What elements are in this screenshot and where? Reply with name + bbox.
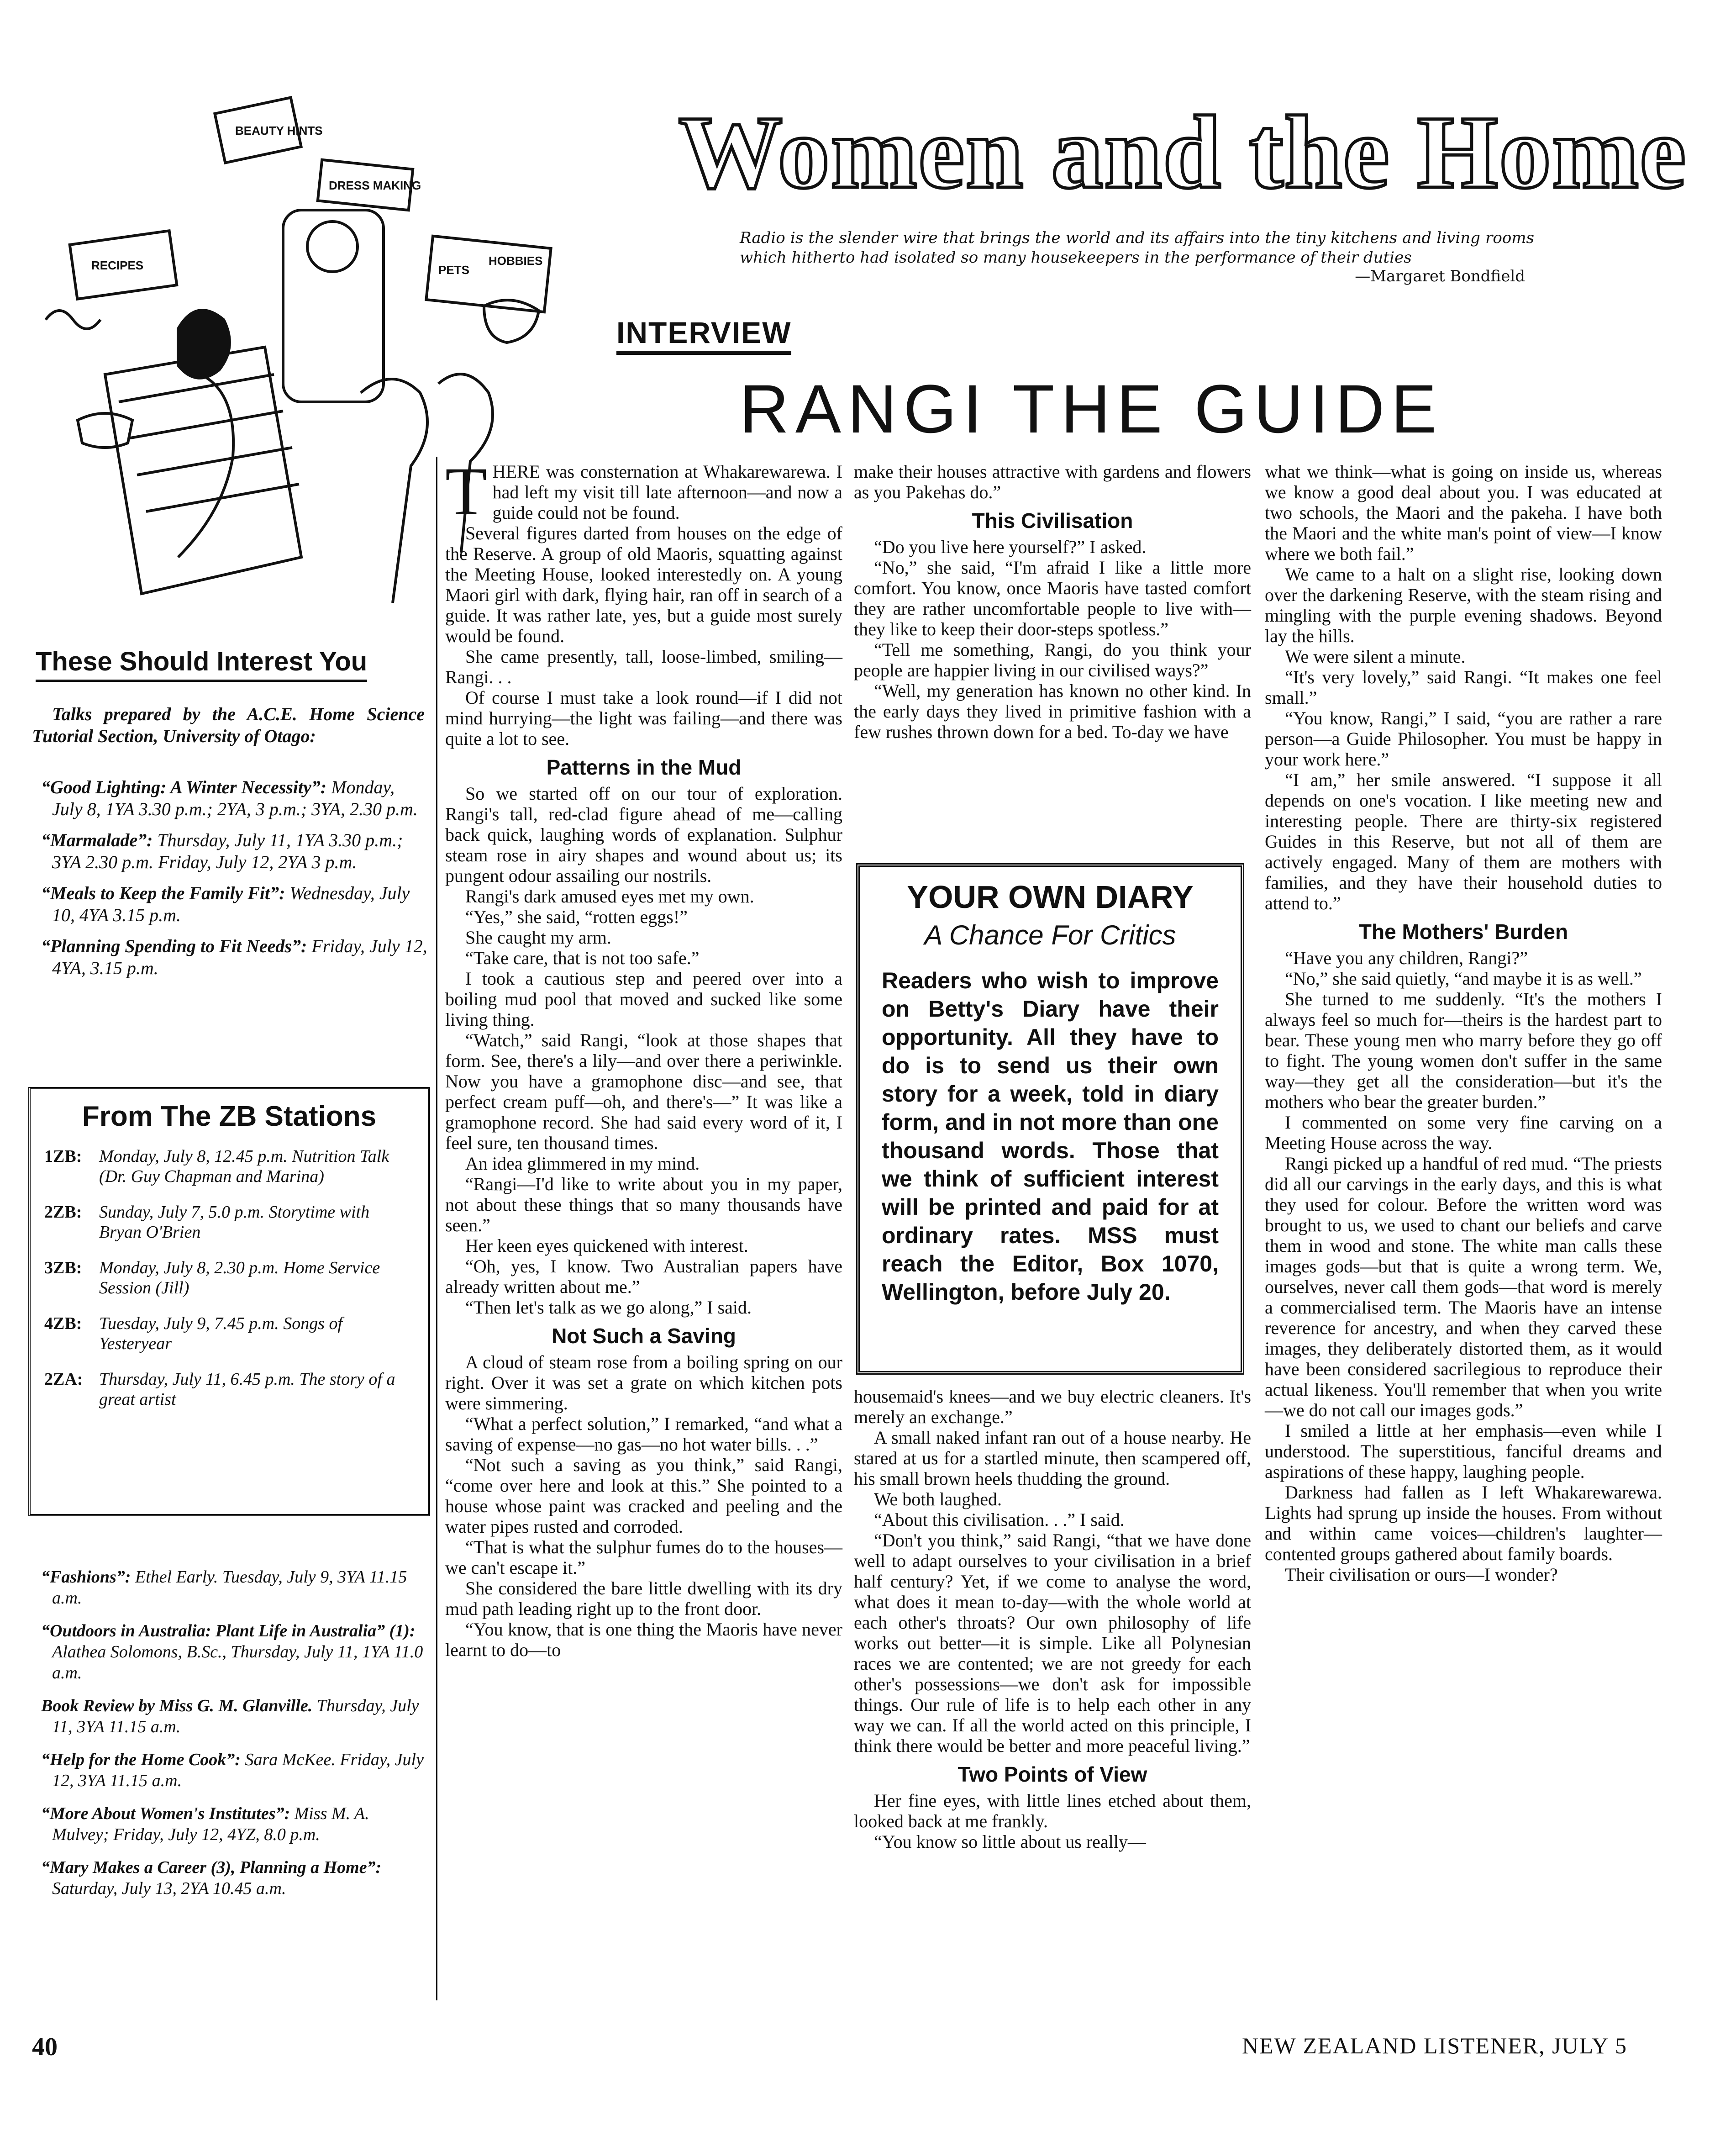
paragraph: Of course I must take a look round—if I did not mind hurrying—the light was failing—and there was quite a lot to see.	[445, 687, 842, 749]
paragraph: what we think—what is going on inside us, whereas we know a good deal about you. I was educated at two schools, the Maori and the pakeha. I have both the Maori and the white man's point of view—I know where we both fail.”	[1265, 461, 1662, 564]
paragraph: She turned to me suddenly. “It's the mothers I always feel so much for—theirs is the hardest part to bear. These young men who marry before they go off to fight. The young women don't suffer in the same way—they get all the consideration—but it's the mothers who bear the greater burden.”	[1265, 989, 1662, 1112]
talk-details: Monday, July 8, 1YA 3.30 p.m.; 2YA, 3 p.m.; 3YA, 2.30 p.m.	[52, 777, 418, 819]
paragraph: “Watch,” said Rangi, “look at those shapes that form. See, there's a lily—and over there a periwinkle. Now you have a gramophone disc—and see, that perfect cream puff—oh, and there's—” It was like a gramophone record. She had said every word of it, I feel sure, ten thousand times.	[445, 1030, 842, 1153]
paragraph: make their houses attractive with gardens and flowers as you Pakehas do.”	[854, 461, 1251, 502]
armchair	[105, 347, 301, 594]
list-item	[32, 882, 429, 926]
paragraph: An idea glimmered in my mind.	[465, 1153, 700, 1174]
subheading: Two Points of View	[957, 1762, 1147, 1786]
subheading: The Mothers' Burden	[1358, 920, 1568, 944]
paragraph: “Rangi—I'd like to write about you in my paper, not about these things that so many thousands have seen.”	[445, 1174, 842, 1235]
talk-details: Miss M. A. Mulvey; Friday, July 12, 4YZ, 8.0 p.m.	[52, 1804, 369, 1844]
radio-set	[283, 210, 384, 402]
station-code: 2ZB:	[44, 1203, 82, 1222]
paragraph: “I am,” her smile answered. “I suppose it all depends on one's vocation. I like meeting new and interesting people. There are thirty-six registered Guides in this Reserve, but not all of them are actively engaged. Many of them are mothers with families, and they have their household duties to attend to.”	[1265, 770, 1662, 913]
paragraph: “Then let's talk as we go along,” I said.	[465, 1297, 752, 1318]
paragraph: “Do you live here yourself?” I asked.	[874, 537, 1147, 557]
illustration-label: RECIPES	[91, 258, 144, 272]
your-own-diary-box	[856, 863, 1244, 1375]
list-item	[32, 1620, 429, 1683]
zb-title: From The ZB Stations	[82, 1101, 377, 1132]
paragraph: “Oh, yes, I know. Two Australian papers have already written about me.”	[445, 1256, 842, 1297]
paragraph: Their civilisation or ours—I wonder?	[1285, 1564, 1558, 1585]
epigraph-quote: Radio is the slender wire that brings the world and its affairs into the tiny kitchens and living rooms which hitherto had isolated so many housekeepers in the performance of their duties	[740, 229, 1534, 267]
list-item	[32, 1695, 429, 1737]
article-column-2-bottom	[854, 1386, 1251, 1852]
paragraph: Her keen eyes quickened with interest.	[465, 1235, 748, 1256]
article-column-3	[1265, 461, 1662, 1585]
station-listing: Monday, July 8, 12.45 p.m. Nutrition Talk (Dr. Guy Chapman and Marina)	[99, 1147, 389, 1186]
paragraph: I commented on some very fine carving on a Meeting House across the way.	[1265, 1112, 1662, 1153]
paragraph: “It's very lovely,” said Rangi. “It makes one feel small.”	[1265, 667, 1662, 708]
list-item	[32, 776, 429, 820]
paragraph: “Not such a saving as you think,” said Rangi, “come over here and look at this.” She pointed to a house whose paint was cracked and peeling and the water pipes rusted and corroded.	[445, 1455, 842, 1537]
list-item	[32, 1749, 429, 1791]
talk-title: “Meals to Keep the Family Fit”:	[41, 883, 285, 903]
paragraph: “You know, that is one thing the Maoris have never learnt to do—to	[445, 1619, 842, 1660]
list-item	[32, 935, 429, 979]
paragraph: A cloud of steam rose from a boiling spring on our right. Over it was set a grate on which kitchen pots were simmering.	[445, 1352, 842, 1414]
illustration-label: PETS	[438, 263, 469, 277]
paragraph: We came to a halt on a slight rise, looking down over the darkening Reserve, with the steam rising and mingling with the purple evening shadows. Beyond lay the hills.	[1265, 564, 1662, 646]
talk-details: Thursday, July 11, 1YA 3.30 p.m.; 3YA 2.30 p.m. Friday, July 12, 2YA 3 p.m.	[52, 830, 403, 872]
paragraph: She came presently, tall, loose-limbed, smiling—Rangi. . .	[445, 646, 842, 687]
article-kicker: INTERVIEW	[616, 315, 791, 355]
talk-title: “More About Women's Institutes”:	[41, 1804, 290, 1823]
paragraph: “Yes,” she said, “rotten eggs!”	[465, 907, 688, 927]
paragraph: “Don't you think,” said Rangi, “that we have done well to adapt ourselves to your civilisation in a brief half century? Yet, if we come to analyse the word, what does it mean to-day—with the whole world at each other's throats? Our own philosophy of life works out better—it is simple. Like all Polynesian races we are contented; we are not greedy for each other's possessions—we don't ask for impossible things. Our rule of life is to help each other in any way we can. If all the world acted on this principle, I think there would be better and more peaceful living.”	[854, 1530, 1251, 1756]
list-item	[32, 829, 429, 873]
talk-title: “Fashions”:	[41, 1567, 131, 1587]
paragraph: “That is what the sulphur fumes do to the houses—we can't escape it.”	[445, 1537, 842, 1578]
list-item	[32, 1567, 429, 1609]
paragraph: We were silent a minute.	[1285, 646, 1466, 667]
talk-details: Ethel Early. Tuesday, July 9, 3YA 11.15 a.m.	[52, 1567, 407, 1608]
diary-subtitle: A Chance For Critics	[924, 920, 1176, 950]
list-item	[44, 1313, 414, 1354]
paragraph: A small naked infant ran out of a house nearby. He stared at us for a startled minute, then scampered off, his small brown heels thudding the ground.	[854, 1427, 1251, 1489]
talk-details: Saturday, July 13, 2YA 10.45 a.m.	[52, 1879, 286, 1898]
talk-details: Wednesday, July 10, 4YA 3.15 p.m.	[52, 883, 410, 925]
list-item	[44, 1369, 414, 1409]
subheading: This Civilisation	[972, 509, 1133, 533]
paragraph: “About this civilisation. . .” I said.	[874, 1509, 1125, 1530]
paragraph: We both laughed.	[874, 1489, 1002, 1509]
more-talks-list	[32, 1567, 429, 1911]
talk-title: “Marmalade”:	[41, 830, 153, 850]
station-code: 4ZB:	[44, 1314, 82, 1333]
talk-details: Alathea Solomons, B.Sc., Thursday, July 11, 1YA 11.0 a.m.	[52, 1642, 423, 1683]
paragraph: HERE was consternation at Whakarewarewa. I had left my visit till late afternoon—and now a guide could not be found.	[492, 461, 842, 523]
list-item	[32, 1803, 429, 1845]
paragraph: Several figures darted from houses on the edge of the Reserve. A group of old Maoris, squatting against the Meeting House, looked interestedly on. A young Maori girl with dark, flying hair, ran off in search of a guide. It was rather late, yes, but a guide most surely would be found.	[445, 523, 842, 646]
paragraph: “Tell me something, Rangi, do you think your people are happier living in our civilised ways?”	[854, 639, 1251, 680]
paragraph: Rangi picked up a handful of red mud. “The priests did all our carvings in the early days, and this is what they used for colour. Before the written word was brought to us, we used to chant our beliefs and carve them in wood and stone. The white man calls these images gods—but that is quite a wrong term. We, ourselves, never call them gods—that word is merely a commercialised term. The Maoris have an intense reverence for ancestry, and when they carved these images, they deliberately distorted them, as it would have been considered sacrilegious to reproduce their actual likeness. You'll remember that when you write—we do not call our images gods.”	[1265, 1153, 1662, 1420]
paragraph: She considered the bare little dwelling with its dry mud path leading right up to the front door.	[445, 1578, 842, 1619]
talk-details: Sara McKee. Friday, July 12, 3YA 11.15 a.m.	[52, 1750, 424, 1790]
drop-cap: T	[445, 454, 487, 529]
paragraph: “Have you any children, Rangi?”	[1285, 948, 1528, 968]
paragraph: “No,” she said, “I'm afraid I like a little more comfort. You know, once Maoris have tasted comfort they are rather uncomfortable people to live with—they like to keep their door-steps spotless.”	[854, 557, 1251, 639]
paragraph: Her fine eyes, with little lines etched about them, looked back at me frankly.	[854, 1790, 1251, 1831]
talk-title: Book Review by Miss G. M. Glanville.	[41, 1696, 313, 1715]
station-listing: Thursday, July 11, 6.45 p.m. The story of a great artist	[99, 1370, 395, 1409]
talk-title: “Help for the Home Cook”:	[41, 1750, 241, 1769]
sidebar-intro: Talks prepared by the A.C.E. Home Science Tutorial Section, University of Otago:	[32, 704, 425, 746]
paragraph: “No,” she said quietly, “and maybe it is as well.”	[1285, 968, 1642, 989]
subheading: Not Such a Saving	[552, 1324, 736, 1348]
subheading: Patterns in the Mud	[546, 755, 742, 779]
paragraph: “What a perfect solution,” I remarked, “and what a saving of expense—no gas—no hot water bills. . .”	[445, 1414, 842, 1455]
publication-footer: NEW ZEALAND LISTENER, JULY 5	[1242, 2033, 1627, 2058]
station-listing: Monday, July 8, 2.30 p.m. Home Service Session (Jill)	[99, 1258, 380, 1298]
article-column-2-top	[854, 461, 1251, 742]
talk-details: Friday, July 12, 4YA, 3.15 p.m.	[52, 936, 427, 978]
talks-list	[32, 776, 429, 988]
diary-body: Readers who wish to improve on Betty's Diary have their opportunity. All they have to do is to send us their own story for a week, told in diary form, and in not more than one thousand words. Those that we think of sufficient interest will be printed and paid for at ordinary rates. MSS must reach the Editor, Box 1070, Wellington, before July 20.	[882, 968, 1219, 1305]
column-divider	[436, 457, 437, 2000]
talk-title: “Mary Makes a Career (3), Planning a Home”:	[41, 1858, 382, 1877]
list-item	[32, 1857, 429, 1899]
station-listing: Tuesday, July 9, 7.45 p.m. Songs of Yesteryear	[99, 1314, 343, 1353]
list-item	[44, 1146, 414, 1187]
article-headline: RANGI THE GUIDE	[739, 370, 1443, 447]
paragraph: I took a cautious step and peered over into a boiling mud pool that moved and sucked like some living thing.	[445, 968, 842, 1030]
talk-title: “Outdoors in Australia: Plant Life in Australia” (1):	[41, 1621, 416, 1640]
diary-title: YOUR OWN DIARY	[907, 879, 1194, 915]
station-code: 2ZA:	[44, 1370, 83, 1389]
talk-title: “Good Lighting: A Winter Necessity”:	[41, 777, 327, 797]
talk-details: Thursday, July 11, 3YA 11.15 a.m.	[52, 1696, 419, 1736]
paragraph: I smiled a little at her emphasis—even while I understood. The superstitious, fanciful dreams and aspirations of these happy, laughing people.	[1265, 1420, 1662, 1482]
illustration-label: DRESS MAKING	[329, 179, 421, 192]
list-item	[44, 1258, 414, 1298]
epigraph-author: —Margaret Bondfield	[1355, 267, 1525, 285]
station-code: 1ZB:	[44, 1147, 82, 1166]
page-number: 40	[32, 2033, 58, 2061]
paragraph: So we started off on our tour of exploration. Rangi's tall, red-clad figure ahead of me—calling back quick, laughing words of explanation. Sulphur steam rose in airy shapes and wound about us; its pungent odour assailing our nostrils.	[445, 783, 842, 886]
seated-woman-head	[178, 310, 230, 378]
illustration-label: BEAUTY HINTS	[235, 124, 323, 137]
paragraph: “You know so little about us really—	[874, 1831, 1146, 1852]
zb-stations-box	[28, 1087, 430, 1516]
paragraph: “Take care, that is not too safe.”	[465, 948, 700, 968]
paragraph: “Well, my generation has known no other kind. In the early days they lived in primitive fashion with a few rushes thrown down for a bed. To-day we have	[854, 680, 1251, 742]
list-item	[44, 1202, 414, 1242]
illustration-label: HOBBIES	[489, 254, 543, 268]
paragraph: Darkness had fallen as I left Whakarewarewa. Lights had sprung up inside the houses. From without and within came voices—children's laughter—contented groups gathered about family boards.	[1265, 1482, 1662, 1564]
talk-title: “Planning Spending to Fit Needs”:	[41, 936, 307, 956]
paragraph: She caught my arm.	[465, 927, 611, 948]
masthead-title: Women and the Home	[678, 95, 1687, 210]
article-column-1	[445, 454, 842, 1660]
sidebar-heading: These Should Interest You	[36, 646, 367, 682]
paragraph: housemaid's knees—and we buy electric cleaners. It's merely an exchange.”	[854, 1386, 1251, 1427]
paragraph: Rangi's dark amused eyes met my own.	[465, 886, 754, 907]
paragraph: “You know, Rangi,” I said, “you are rather a rare person—a Guide Philosopher. You must be happy in your work here.”	[1265, 708, 1662, 770]
station-listing: Sunday, July 7, 5.0 p.m. Storytime with Bryan O'Brien	[99, 1203, 370, 1242]
station-code: 3ZB:	[44, 1258, 82, 1277]
